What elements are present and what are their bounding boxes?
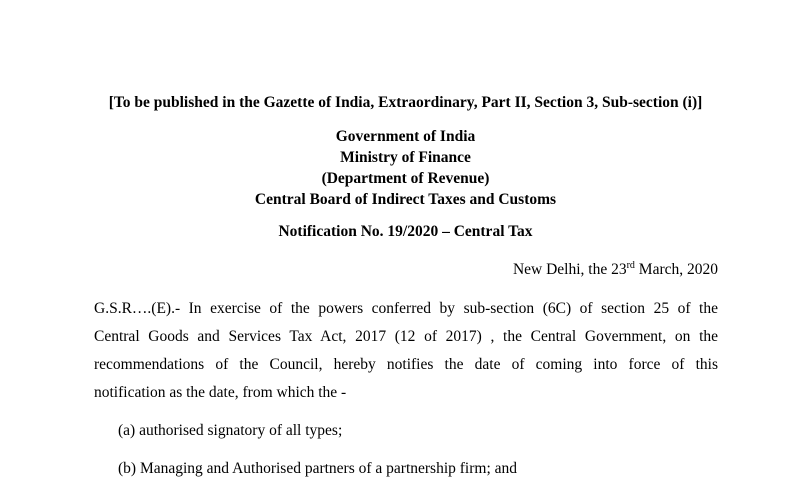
list-item-b: (b) Managing and Authorised partners of a partnership firm; and	[118, 460, 518, 477]
body-line-4: notification as the date, from which the -	[94, 384, 347, 401]
body-line-2: Central Goods and Services Tax Act, 2017 (12 of 2017) , the Central Government, on the	[94, 328, 718, 345]
issuer-board: Central Board of Indirect Taxes and Customs	[254, 191, 557, 208]
gazette-header: [To be published in the Gazette of India, Extraordinary, Part II, Section 3, Sub-section (i)]	[108, 94, 703, 111]
issuer-department: (Department of Revenue)	[321, 170, 490, 187]
date-rest: March, 2020	[634, 261, 718, 278]
notification-date	[513, 261, 718, 279]
notification-title: Notification No. 19/2020 – Central Tax	[278, 223, 533, 240]
issuer-ministry: Ministry of Finance	[340, 149, 471, 166]
date-prefix: New Delhi, the 23	[512, 261, 627, 278]
list-item-a: (a) authorised signatory of all types;	[118, 422, 343, 439]
issuer-government: Government of India	[335, 128, 476, 145]
body-line-3: recommendations of the Council, hereby notifies the date of coming into force of this	[94, 356, 718, 373]
date-ordinal-suffix: rd	[626, 260, 635, 271]
body-line-1: G.S.R….(E).- In exercise of the powers conferred by sub-section (6C) of section 25 of the	[94, 300, 718, 317]
